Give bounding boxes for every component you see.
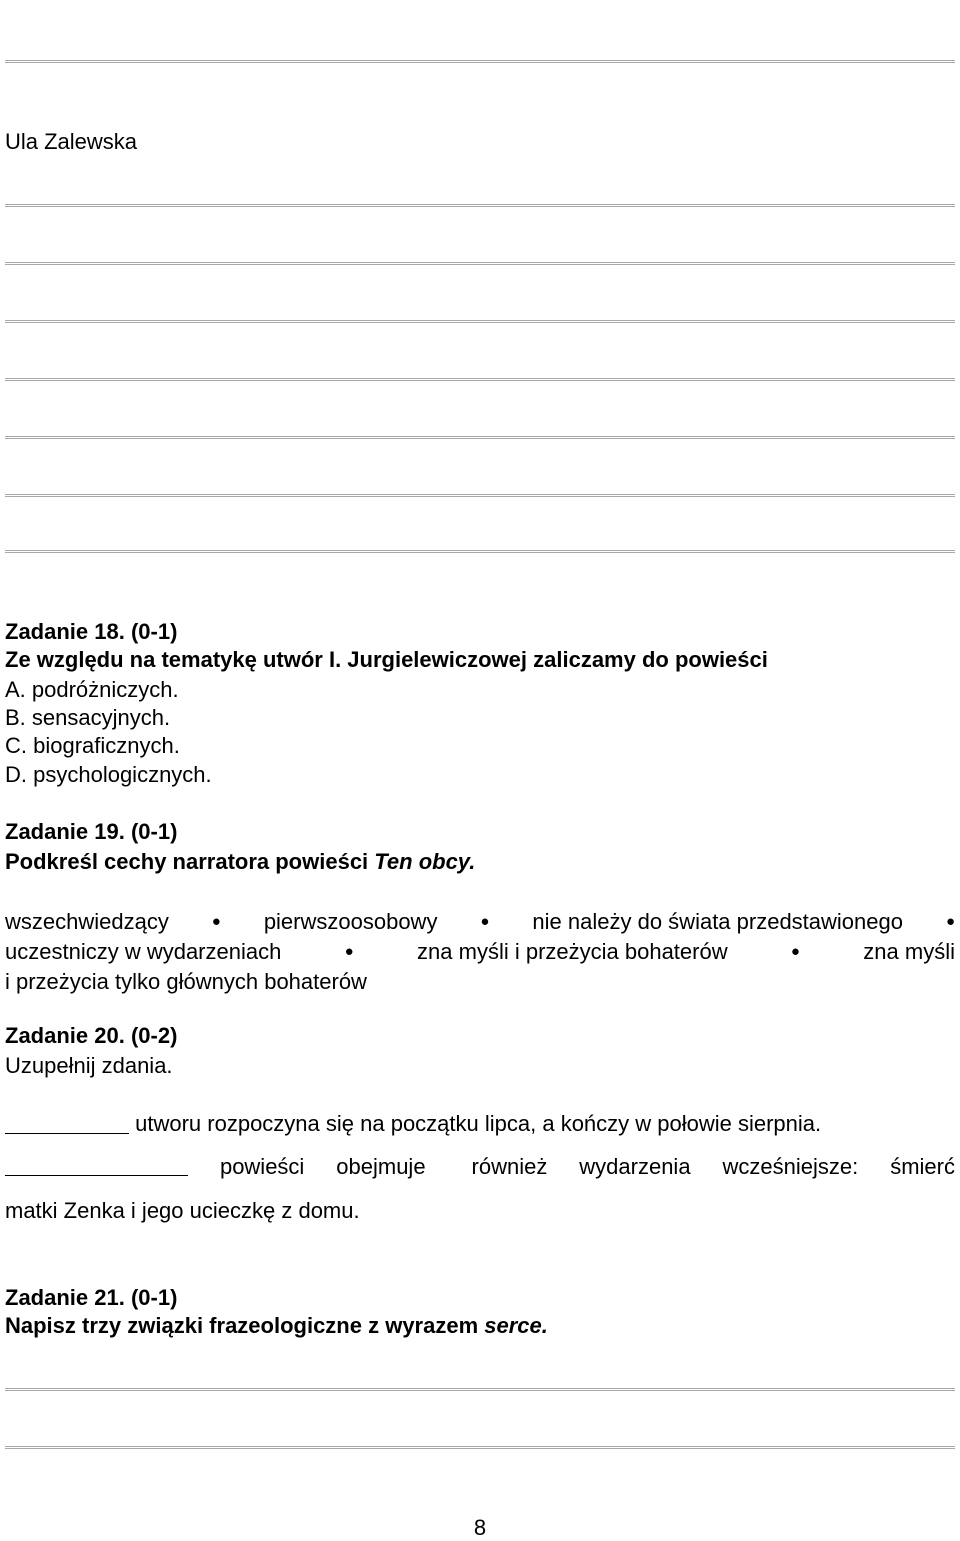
answer-blank[interactable] (5, 1153, 188, 1176)
answer-line (5, 60, 955, 63)
bullet-icon: ● (344, 943, 354, 960)
answer-line (5, 204, 955, 207)
answer-line (5, 378, 955, 381)
answer-line[interactable] (5, 1388, 955, 1391)
task21-keyword: serce. (484, 1313, 548, 1338)
answer-line (5, 550, 955, 553)
task20-sentence2 (5, 1153, 955, 1181)
answer-line[interactable] (5, 1446, 955, 1449)
feature-option-part[interactable]: i przeżycia tylko głównych bohaterów (5, 969, 367, 994)
feature-option[interactable]: uczestniczy w wydarzeniach (5, 939, 282, 964)
task18-option-a: A. podróżniczych. (5, 677, 179, 702)
sentence2-word: powieści (219, 1154, 305, 1179)
task18-title: Zadanie 18. (0-1) (5, 619, 178, 644)
bullet-icon: ● (790, 943, 800, 960)
task20-instruction: Uzupełnij zdania. (5, 1053, 173, 1078)
task18-question: Ze względu na tematykę utwór I. Jurgielewiczowej zaliczamy do powieści (5, 647, 768, 672)
page-number: 8 (473, 1515, 487, 1540)
task18-option-b: B. sensacyjnych. (5, 705, 171, 730)
task20-title: Zadanie 20. (0-2) (5, 1023, 178, 1048)
sentence2-word: również (471, 1154, 548, 1179)
bullet-icon: ● (211, 913, 221, 930)
feature-option-part[interactable]: zna myśli (863, 939, 955, 964)
bullet-icon: ● (480, 913, 490, 930)
task18-option-d: D. psychologicznych. (5, 762, 212, 787)
sentence2-word: obejmuje (336, 1154, 426, 1179)
sentence1-text: utworu rozpoczyna się na początku lipca, a kończy w połowie sierpnia. (135, 1111, 822, 1136)
task21-instruction-text: Napisz trzy związki frazeologiczne z wyrazem (5, 1313, 485, 1338)
answer-line (5, 436, 955, 439)
feature-option[interactable]: wszechwiedzący (5, 909, 169, 934)
task18-option-c: C. biograficznych. (5, 733, 180, 758)
feature-option[interactable]: nie należy do świata przedstawionego (532, 909, 903, 934)
answer-line (5, 320, 955, 323)
feature-option[interactable]: zna myśli i przeżycia bohaterów (417, 939, 728, 964)
task21-title: Zadanie 21. (0-1) (5, 1285, 178, 1310)
task21-instruction (5, 1312, 548, 1340)
task20-sentence1 (5, 1110, 821, 1138)
task19-book-title: Ten obcy. (374, 849, 476, 874)
answer-line (5, 494, 955, 497)
answer-blank[interactable] (5, 1111, 129, 1134)
task19-instruction (5, 848, 475, 876)
sentence2-word: wydarzenia (579, 1154, 691, 1179)
task19-title: Zadanie 19. (0-1) (5, 819, 178, 844)
sentence2-word: śmierć (890, 1154, 955, 1179)
sentence2-word: wcześniejsze: (722, 1154, 859, 1179)
task20-sentence2-cont: matki Zenka i jego ucieczkę z domu. (5, 1198, 360, 1223)
bullet-icon: ● (945, 913, 955, 930)
task19-instruction-text: Podkreśl cechy narratora powieści (5, 849, 375, 874)
answer-line (5, 262, 955, 265)
task19-features (5, 908, 955, 996)
feature-option[interactable]: pierwszoosobowy (263, 909, 438, 934)
answer-name-text: Ula Zalewska (5, 129, 138, 154)
